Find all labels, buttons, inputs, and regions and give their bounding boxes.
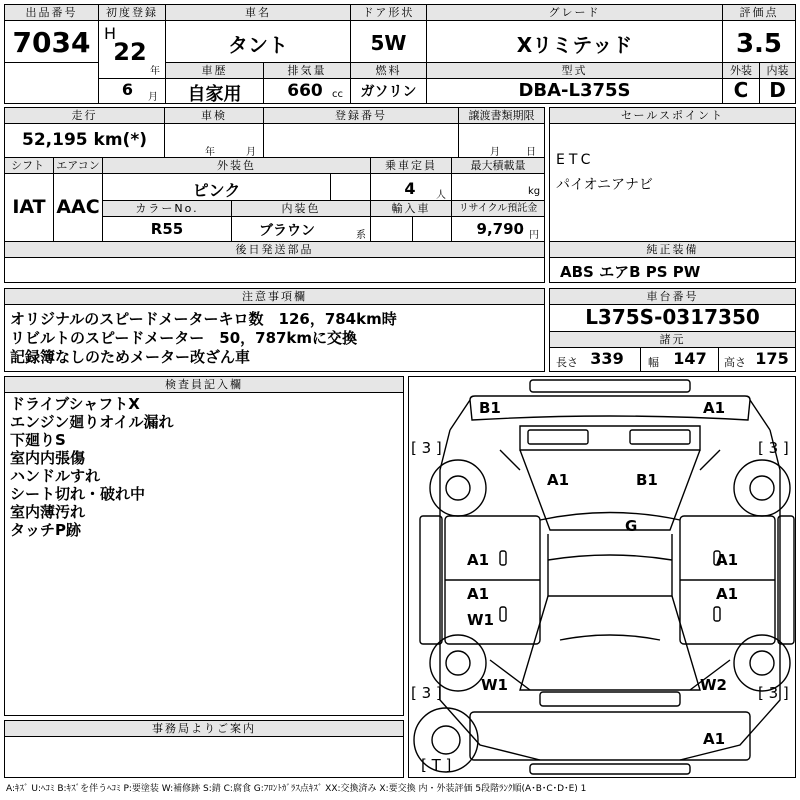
width-label: 幅 [648,356,659,369]
mark-front-door-right: A1 [716,551,739,569]
inspector-line-7: 室内薄汚れ [10,503,86,521]
notes-label: 注意事項欄 [5,289,544,305]
sales-point-line-2: パイオニアナビ [556,177,654,193]
sales-point-label: セールスポイント [550,108,795,124]
fuel: ガソリン [360,84,417,100]
transfer-label: 譲渡書類期限 [459,108,544,124]
import-label: 輸入車 [371,201,451,217]
height-label: 高さ [724,356,746,369]
int-color-label: 内装色 [232,201,370,217]
tire-rear-right: [ 3 ] [758,684,789,702]
int-color-suffix: 系 [356,230,366,241]
inspector-line-1: ドライブシャフトX [10,395,140,413]
mark-rear-door-left: A1 [467,585,490,603]
later-parts-label: 後日発送部品 [5,242,544,258]
equipment-label: 純正装備 [550,242,795,258]
notes-line-1: オリジナルのスピードメーターキロ数 126，784km時 [10,310,397,328]
exterior-label: 外装 [723,63,759,79]
year-unit: 年 [150,66,160,77]
displacement: 660 [287,81,323,101]
capacity: 4 [404,179,416,198]
mark-rear-door-left-2: W1 [467,611,494,629]
capacity-unit: 人 [436,190,446,201]
shift: IAT [12,196,46,218]
fuel-label: 燃料 [351,63,426,79]
grade: Xリミテッド [516,33,633,57]
inspector-line-4: 室内内張傷 [10,449,86,467]
recycle-fee: 9,790 [476,220,524,238]
displacement-unit: cc [332,89,343,100]
displacement-label: 排気量 [264,63,350,79]
grade-label: グレード [427,5,722,21]
first-reg-year: 22 [113,38,147,66]
mark-hood-left: B1 [479,399,501,417]
exterior-grade: C [733,78,749,102]
first-reg-month: 6 [121,80,134,99]
inspection-year-unit: 年 [205,147,215,158]
width: 147 [673,349,707,368]
inspection-label: 車検 [165,108,263,124]
door-label: ドア形状 [351,5,426,21]
mark-rear-gate: A1 [703,730,726,748]
recycle-unit: 円 [529,230,539,241]
mileage: 52,195 km(*) [22,130,147,150]
car-name: タント [228,33,288,57]
score: 3.5 [735,29,783,59]
inspector-line-5: ハンドルすれ [10,467,101,485]
length: 339 [590,349,624,368]
sales-point-line-1: ETC [556,152,595,168]
shift-label: シフト [5,158,53,174]
aircon: AAC [56,196,100,218]
mileage-label: 走行 [5,108,164,124]
score-label: 評価点 [723,5,795,21]
load-unit: kg [528,186,541,197]
mark-hood-right: A1 [703,399,726,417]
length-label: 長さ [556,356,578,369]
spare-tire: [ T ] [421,756,452,774]
inspector-label: 検査員記入欄 [5,377,403,393]
mark-rear-fender-right: W2 [700,676,727,694]
model-label: 型式 [427,63,722,79]
exterior-color: ピンク [192,181,241,200]
mark-rear-door-right: A1 [716,585,739,603]
transfer-day-unit: 日 [526,147,536,158]
dims-label: 諸元 [550,332,795,348]
car-name-label: 車名 [166,5,350,21]
inspection-month-unit: 月 [246,147,256,158]
mark-front-door-left: A1 [467,551,490,569]
door-type: 5W [370,31,407,55]
aircon-label: エアコン [54,158,102,174]
interior-label: 内装 [760,63,795,79]
inspector-line-6: シート切れ・破れ中 [10,485,146,503]
int-color: ブラウン [259,223,315,239]
mark-rear-fender-left: W1 [481,676,508,694]
legend-footer: A:ｷｽﾞ U:ﾍｺﾐ B:ｷｽﾞを伴うﾍｺﾐ P:要塗装 W:補修跡 S:錆 C:腐食 G:ﾌﾛﾝﾄｶﾞﾗｽ点ｷｽﾞ XX:交換済み X:要交換 内・外装評価 5段階ﾗﾝｸ順(A･B･C･D･E) 1 [6,784,587,794]
height: 175 [755,349,789,368]
equipment: ABS エアB PS PW [560,263,701,281]
exterior-color-label: 外装色 [103,158,370,174]
plate-label: 登録番号 [264,108,458,124]
transfer-month-unit: 月 [490,147,500,158]
notes-line-3: 記録簿なしのためメーター改ざん車 [10,348,251,366]
inspector-line-3: 下廻りS [10,431,66,449]
era-label: H [104,24,117,43]
tire-rear-left: [ 3 ] [411,684,442,702]
color-no-label: カラーNo. [103,201,231,217]
capacity-label: 乗車定員 [371,158,451,174]
mark-glass: G [625,517,638,535]
car-history: 自家用 [187,84,242,105]
month-unit: 月 [148,92,158,103]
notes-line-2: リビルトのスピードメーター 50，787kmに交換 [10,329,358,347]
chassis-label: 車台番号 [550,289,795,305]
office-label: 事務局よりご案内 [5,721,403,737]
color-no: R55 [150,220,184,238]
inspector-line-2: エンジン廻りオイル漏れ [10,413,174,431]
model-code: DBA-L375S [518,80,631,101]
tire-front-right: [ 3 ] [758,439,789,457]
mark-roof-left: A1 [547,471,570,489]
lot-label: 出品番号 [5,5,98,21]
tire-front-left: [ 3 ] [411,439,442,457]
first-reg-label: 初度登録 [99,5,165,21]
lot-number: 7034 [12,26,91,59]
inspector-line-8: タッチP跡 [10,521,81,539]
mark-roof-right: B1 [636,471,658,489]
load-label: 最大積載量 [452,158,544,174]
history-label: 車歴 [166,63,263,79]
interior-grade: D [769,78,786,102]
chassis-number: L375S-0317350 [585,305,760,329]
recycle-label: リサイクル預託金 [452,201,544,217]
